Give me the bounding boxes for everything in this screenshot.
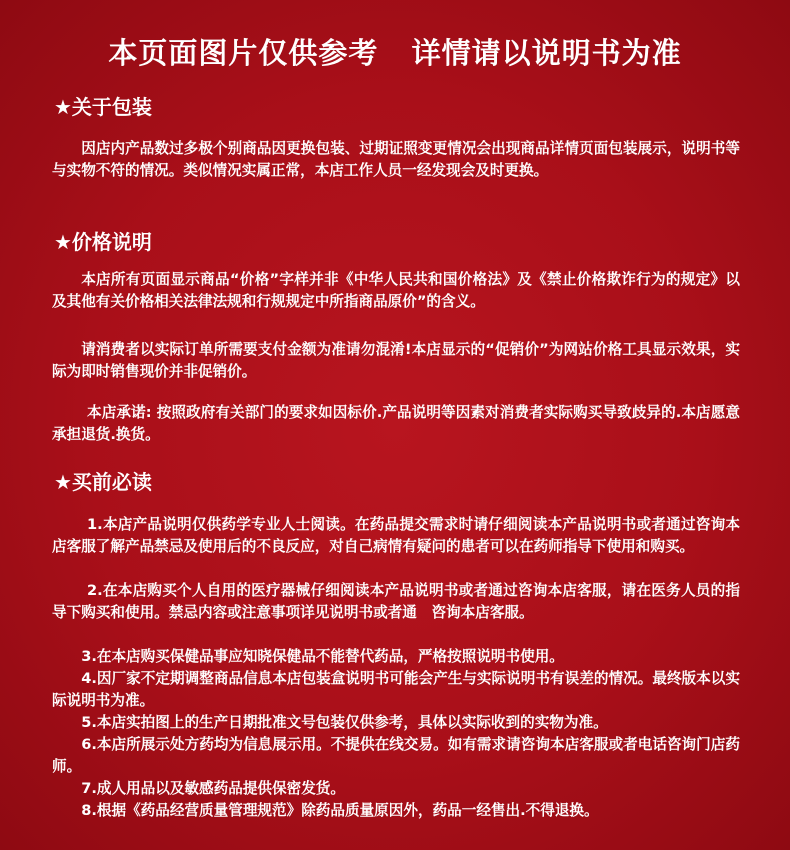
page-title: 本页面图片仅供参考 详情请以说明书为准	[108, 36, 682, 70]
notice-item-1: 1.本店产品说明仅供药学专业人士阅读。在药品提交需求时请仔细阅读本产品说明书或者通过咨询本店客服了解产品禁忌及使用后的不良反应，对自己病情有疑问的患者可以在药师指导下使用和购买。	[52, 516, 740, 555]
notice-item-8: 8.根据《药品经营质量管理规范》除药品质量原因外，药品一经售出.不得退换。	[81, 802, 599, 819]
price-paragraph-promise: 本店承诺: 按照政府有关部门的要求如因标价.产品说明等因素对消费者实际购买导致歧异的.本店愿意承担退货.换货。	[52, 404, 740, 443]
notice-item-6: 6.本店所展示处方药均为信息展示用。不提供在线交易。如有需求请咨询本店客服或者电话咨询门店药师。	[52, 736, 740, 775]
packaging-paragraph: 因店内产品数过多极个别商品因更换包装、过期证照变更情况会出现商品详情页面包装展示，说明书等与实物不符的情况。类似情况实属正常，本店工作人员一经发现会及时更换。	[52, 140, 740, 179]
section-heading-read-before-buying: ★买前必读	[54, 470, 152, 494]
section-heading-packaging: ★关于包装	[54, 95, 152, 119]
price-paragraph-definition: 本店所有页面显示商品“价格”字样并非《中华人民共和国价格法》及《禁止价格欺诈行为的规定》以及其他有关价格相关法律法规和行规规定中所指商品原价”的含义。	[52, 271, 740, 310]
price-paragraph-notice: 请消费者以实际订单所需要支付金额为准请勿混淆!本店显示的“促销价”为网站价格工具显示效果，实际为即时销售现价并非促销价。	[52, 341, 740, 380]
notice-item-2: 2.在本店购买个人自用的医疗器械仔细阅读本产品说明书或者通过咨询本店客服，请在医务人员的指导下购买和使用。禁忌内容或注意事项详见说明书或者通 咨询本店客服。	[52, 582, 740, 621]
section-heading-price: ★价格说明	[54, 230, 152, 254]
notice-item-5: 5.本店实拍图上的生产日期批准文号包装仅供参考，具体以实际收到的实物为准。	[81, 714, 608, 731]
notice-item-3: 3.在本店购买保健品事应知晓保健品不能替代药品，严格按照说明书使用。	[81, 648, 564, 665]
notice-item-4: 4.因厂家不定期调整商品信息本店包装盒说明书可能会产生与实际说明书有误差的情况。最终版本以实际说明书为准。	[52, 670, 740, 709]
notice-item-7: 7.成人用品以及敏感药品提供保密发货。	[81, 780, 345, 797]
